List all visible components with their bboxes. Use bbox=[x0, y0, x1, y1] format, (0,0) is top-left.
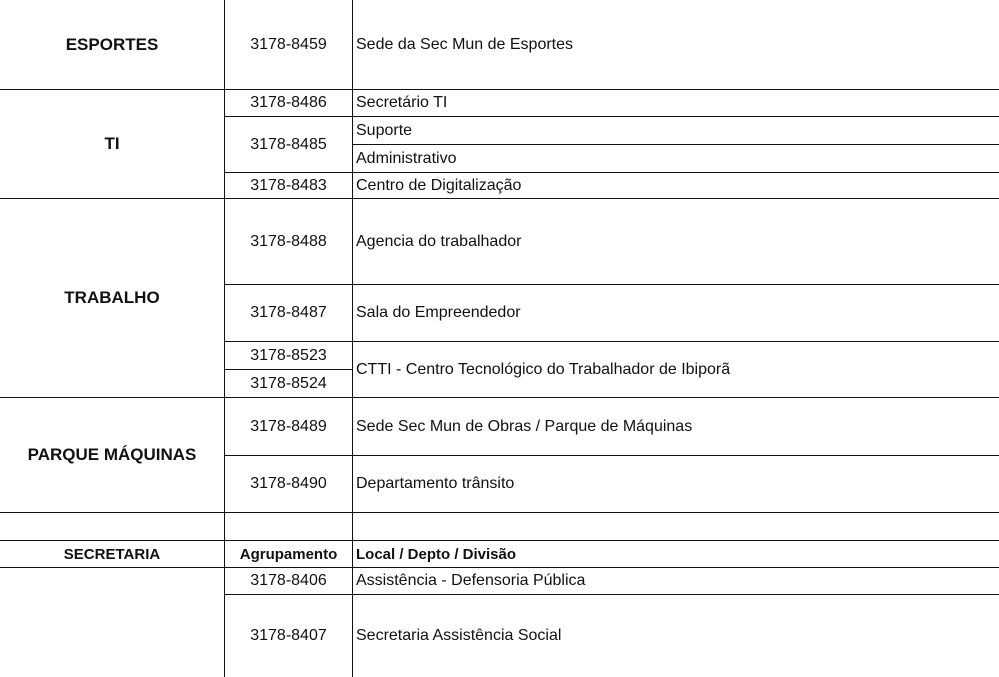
local-cell: Suporte bbox=[356, 121, 413, 139]
phone-cell: 3178-8486 bbox=[250, 94, 327, 111]
phone-cell: 3178-8407 bbox=[250, 627, 327, 644]
secretaria-ti: TI bbox=[104, 134, 120, 153]
local-cell: Agencia do trabalhador bbox=[356, 232, 522, 250]
local-cell: Centro de Digitalização bbox=[356, 176, 522, 194]
local-cell: Sala do Empreendedor bbox=[356, 304, 521, 321]
phone-cell: 3178-8490 bbox=[250, 475, 327, 492]
local-cell: Administrativo bbox=[356, 149, 457, 167]
local-cell: CTTI - Centro Tecnológico do Trabalhador de Ibiporã bbox=[356, 360, 731, 378]
local-cell: Departamento trânsito bbox=[356, 475, 515, 492]
local-cell: Secretário TI bbox=[356, 94, 448, 111]
phone-cell: 3178-8488 bbox=[250, 232, 327, 250]
phone-cell: 3178-8485 bbox=[250, 135, 327, 153]
secretaria-esportes: ESPORTES bbox=[65, 34, 159, 54]
phone-cell: 3178-8406 bbox=[250, 572, 327, 589]
local-cell: Secretaria Assistência Social bbox=[356, 627, 562, 644]
phone-cell: 3178-8487 bbox=[250, 304, 327, 321]
local-cell: Assistência - Defensoria Pública bbox=[356, 572, 586, 589]
secretaria-parque-maquinas: PARQUE MÁQUINAS bbox=[27, 445, 197, 464]
phone-cell: 3178-8523 bbox=[250, 346, 327, 364]
header-agrupamento: Agrupamento bbox=[239, 545, 338, 563]
phone-cell: 3178-8483 bbox=[250, 176, 327, 194]
row-divider bbox=[0, 512, 999, 513]
local-cell: Sede da Sec Mun de Esportes bbox=[356, 35, 574, 53]
header-secretaria: SECRETARIA bbox=[63, 545, 161, 563]
phone-cell: 3178-8489 bbox=[250, 417, 327, 435]
local-cell: Sede Sec Mun de Obras / Parque de Máquinas bbox=[356, 417, 693, 435]
phone-cell: 3178-8459 bbox=[250, 35, 327, 53]
secretaria-trabalho: TRABALHO bbox=[64, 288, 160, 307]
phone-cell: 3178-8524 bbox=[250, 374, 327, 392]
header-local: Local / Depto / Divisão bbox=[356, 545, 517, 563]
